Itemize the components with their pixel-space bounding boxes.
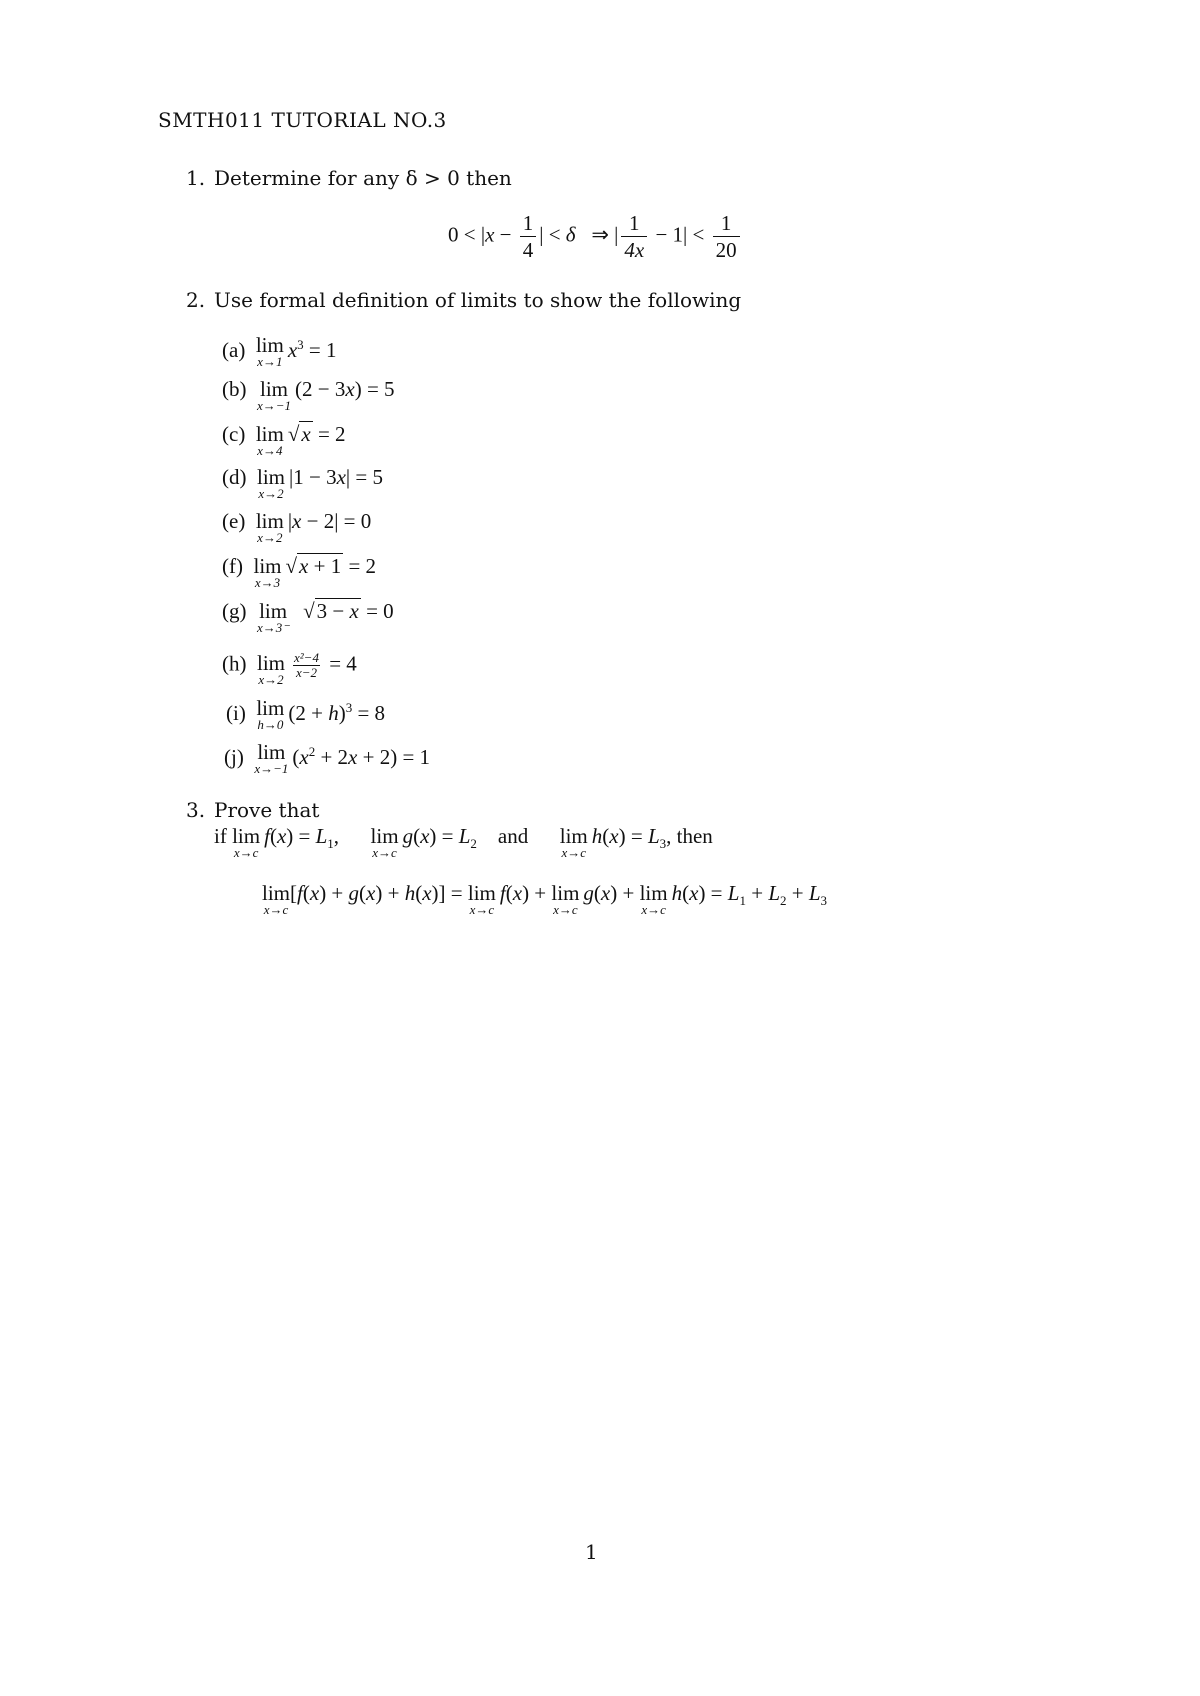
q1-equation: 0 < |x − $\frac{1}{4}$ | < δ ⇒ | $\frac{1}{4x}$ − 1| < $\frac{1}{20}$ [448,210,743,263]
q2-item-c: (c) lim x→4 √x = 2 [222,422,346,458]
fraction-one-quarter: $\frac{1}{4}$ [520,210,537,263]
q2-number: 2. [186,288,206,312]
q2-item-a: (a) lim x→1 $x^3 = 1$ [222,333,337,369]
page-number: 1 [585,1540,598,1564]
q2-item-i: (i) lim h→0 $(2 + h)^3 = 8$ [226,696,386,732]
fraction-one-twentieth: $\frac{1}{20}$ [713,210,740,263]
q3-number: 3. [186,798,206,822]
q1-text: Determine for any δ > 0 then [214,166,512,190]
q3-text: Prove that [214,798,320,822]
q3-hypothesis: if lim x→c $f(x) = L_1$, lim x→c $g(x) = L_2$ and lim x→c $h(x) = L_3$, then [214,824,713,860]
q2-item-e: (e) lim x→2 |x − 2| = 0 [222,509,372,545]
q3-conclusion: lim x→c [f(x) + g(x) + h(x)] = lim x→c f(x) + lim x→c g(x) + lim x→c $h(x) = L_1 + L_2 + L_3$ [262,881,828,917]
q2-text: Use formal definition of limits to show the following [214,288,742,312]
q2-item-b: (b) lim x→−1 (2 − 3x) = 5 [222,377,395,413]
q2-item-d: (d) lim x→2 |1 − 3x| = 5 [222,465,383,501]
q2-item-f: (f) lim x→3 √x + 1 = 2 [222,554,377,590]
q2-item-j: (j) lim x→−1 $(x^2 + 2x + 2) = 1$ [224,740,431,776]
fraction-h: $\frac{\text{x²−4}}{x-2}$ [294,650,319,680]
q1-number: 1. [186,166,206,190]
q2-item-g: (g) lim x→3⁻ √3 − x = 0 [222,599,394,635]
q2-item-h: (h) lim x→2 $\frac{\text{x²−4}}{x-2}$ = 4 [222,650,357,687]
fraction-one-over-4x: $\frac{1}{4x}$ [621,210,647,263]
document-title: SMTH011 TUTORIAL NO.3 [158,108,447,132]
